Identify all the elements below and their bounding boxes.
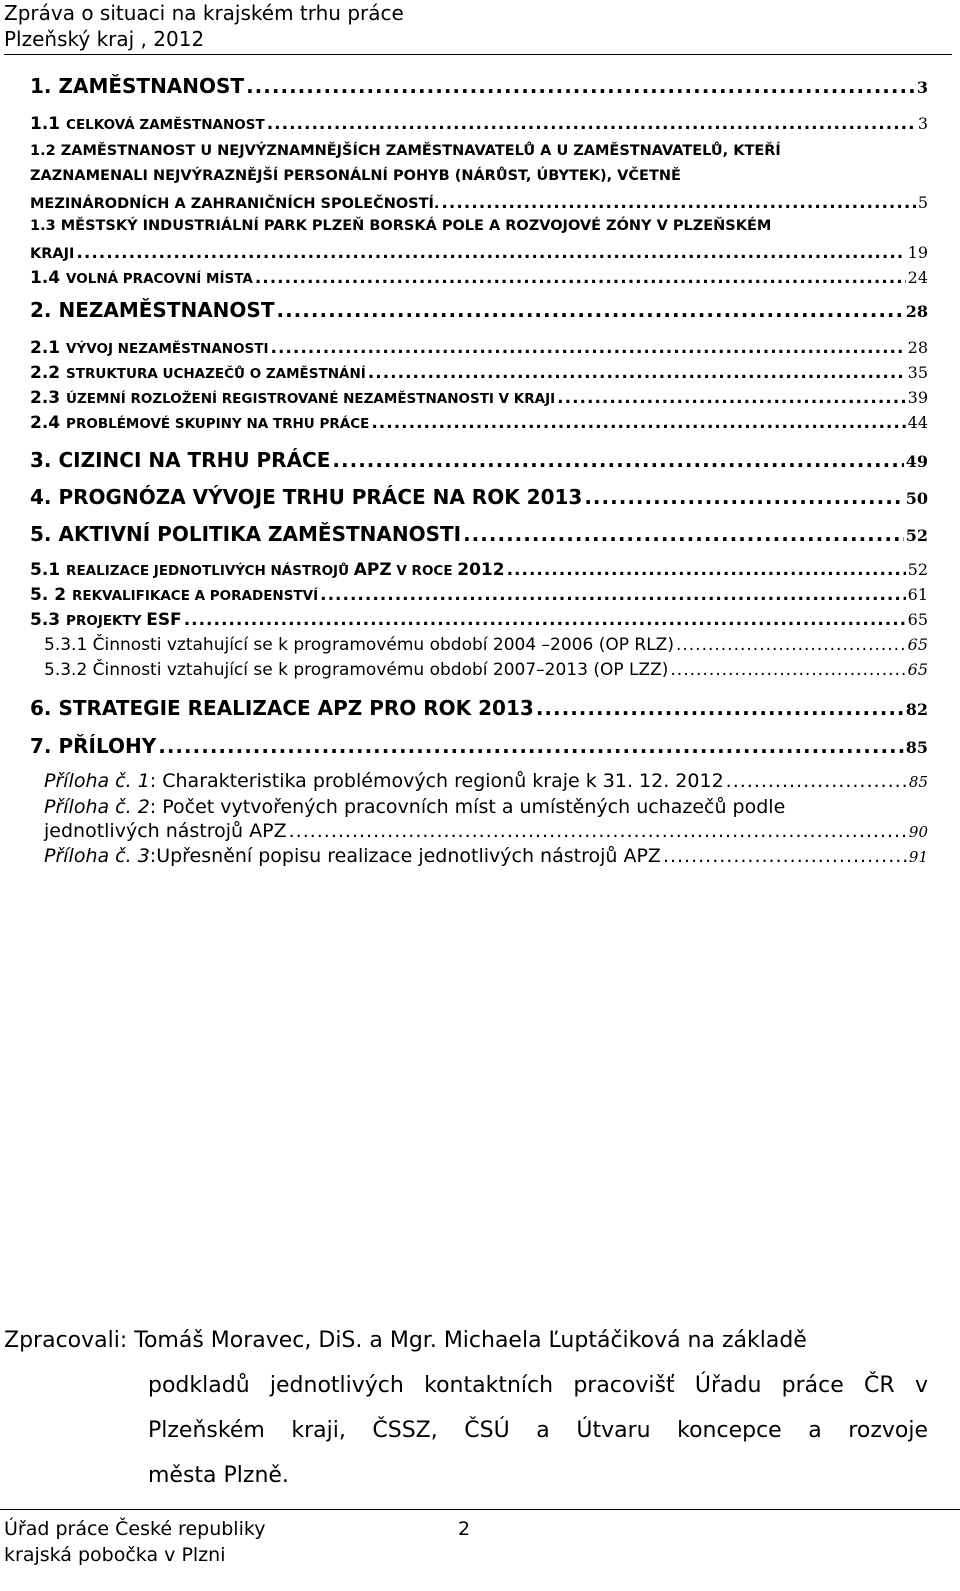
report-title: Zpráva o situaci na krajském trhu práce	[4, 1, 404, 25]
toc-leader	[584, 485, 903, 509]
toc-entry-title: CELKOVÁ ZAMĚSTNANOST	[66, 117, 265, 133]
toc-page-number: 44	[907, 413, 928, 432]
toc-entry-title: PROBLÉMOVÉ SKUPINY NA TRHU PRÁCE	[66, 416, 370, 432]
toc-leader	[463, 522, 904, 546]
toc-entry-realizace-apz[interactable]	[30, 560, 928, 580]
toc-entry-title-line: jednotlivých nástrojů APZ	[44, 820, 287, 842]
toc-entry-problemove-skupiny[interactable]	[30, 413, 928, 433]
toc-entry-aktivni-politika[interactable]	[30, 522, 928, 546]
toc-entry-title: 2. NEZAMĚSTNANOST	[30, 298, 275, 322]
toc-entry-title-line: : Počet vytvořených pracovních míst a umístěných uchazečů podle	[149, 796, 786, 818]
toc-entry-volna-mista[interactable]	[30, 268, 928, 288]
toc-leader	[246, 74, 915, 98]
toc-page-number: 91	[908, 848, 928, 866]
toc-leader	[676, 635, 906, 655]
toc-entry-acronym: ESF	[146, 610, 182, 630]
toc-entry-number: 5.1	[30, 560, 67, 580]
toc-leader	[267, 114, 916, 134]
toc-entry-projekty-esf[interactable]	[30, 610, 928, 630]
toc-page-number: 85	[905, 738, 928, 757]
toc-entry-uzemni-rozlozeni[interactable]	[30, 388, 928, 408]
toc-entry-number: 5.3	[30, 610, 67, 630]
toc-page-number: 35	[907, 363, 928, 382]
toc-page-number: 65	[907, 635, 928, 654]
credits-line: Zpracovali: Tomáš Moravec, DiS. a Mgr. Michaela Ľuptáčiková na základě	[4, 1328, 807, 1353]
toc-leader	[255, 268, 906, 288]
report-subtitle: Plzeňský kraj , 2012	[4, 27, 205, 51]
toc-entry-title-line: MEZINÁRODNÍCH A ZAHRANIČNÍCH SPOLEČNOSTÍ.	[30, 196, 440, 212]
credits-line: města Plzně.	[148, 1463, 289, 1488]
toc-entry-acronym: APZ	[353, 560, 392, 580]
toc-entry-zamestnanost[interactable]	[30, 74, 928, 98]
toc-entry-priloha-1[interactable]	[44, 770, 928, 792]
toc-page-number: 52	[905, 526, 928, 545]
toc-leader	[371, 413, 905, 433]
toc-page-number: 39	[907, 388, 928, 407]
toc-entry-struktura-uchazecu[interactable]	[30, 363, 928, 383]
toc-entry-title-cont: V ROCE	[391, 563, 458, 579]
toc-entry-op-rlz[interactable]	[44, 635, 928, 655]
toc-entry-priloha-3[interactable]	[44, 845, 928, 867]
toc-page-number: 52	[907, 560, 928, 579]
toc-page-number: 50	[905, 489, 928, 508]
toc-entry-celkova-zamestnanost[interactable]	[30, 114, 928, 134]
toc-entry-title: 5. AKTIVNÍ POLITIKA ZAMĚSTNANOSTI	[30, 522, 462, 546]
footer-organization: Úřad práce České republiky	[4, 1518, 266, 1540]
toc-entry-number: 2.1	[30, 338, 67, 358]
toc-leader	[276, 298, 903, 322]
toc-page-number: 82	[905, 700, 928, 719]
page-header	[4, 0, 952, 52]
header-divider	[4, 54, 952, 55]
toc-entry-title: ÚZEMNÍ ROZLOŽENÍ REGISTROVANÉ NEZAMĚSTNANOSTI V KRAJI	[66, 391, 556, 407]
toc-page-number: 3	[917, 114, 928, 133]
credits-line: podkladů jednotlivých kontaktních pracovišť Úřadu práce ČR v	[148, 1373, 928, 1398]
toc-entry-title-line: KRAJI	[30, 246, 75, 262]
toc-entry-number: 1.1	[30, 114, 67, 134]
toc-entry-title: VÝVOJ NEZAMĚSTNANOSTI	[66, 341, 269, 357]
toc-entry-prilohy[interactable]	[30, 734, 928, 758]
toc-entry-title: 6. STRATEGIE REALIZACE APZ PRO ROK 2013	[30, 696, 534, 720]
toc-entry-number: 2.2	[30, 363, 67, 383]
toc-leader	[726, 770, 907, 792]
toc-page-number: 24	[907, 268, 928, 287]
page-number: 2	[458, 1518, 471, 1540]
toc-entry-title-line: 1.3 MĚSTSKÝ INDUSTRIÁLNÍ PARK PLZEŇ BORSKÁ POLE A ROZVOJOVÉ ZÓNY V PLZEŇSKÉM	[30, 218, 772, 234]
toc-entry-title: 3. CIZINCI NA TRHU PRÁCE	[30, 448, 331, 472]
toc-leader	[158, 734, 904, 758]
toc-page-number: 19	[907, 243, 928, 262]
footer-branch: krajská pobočka v Plzni	[4, 1544, 226, 1566]
toc-page-number: 28	[907, 338, 928, 357]
toc-entry-title: 7. PŘÍLOHY	[30, 734, 157, 758]
toc-page-number: 5	[917, 193, 928, 212]
toc-entry-title: 5.3.2 Činnosti vztahující se k programovému období 2007–2013 (OP LZZ)	[44, 660, 669, 680]
toc-entry-year: 2012	[457, 560, 505, 580]
toc-entry-vyvoj-nezamestnanosti[interactable]	[30, 338, 928, 358]
toc-entry-strategie[interactable]	[30, 696, 928, 720]
toc-leader	[271, 338, 906, 358]
toc-page-number: 65	[907, 610, 928, 629]
toc-entry-number: 2.3	[30, 388, 67, 408]
toc-page-number: 28	[905, 302, 928, 321]
toc-entry-rekvalifikace[interactable]	[30, 585, 928, 605]
toc-entry-op-lzz[interactable]	[44, 660, 928, 680]
toc-entry-title: :Upřesnění popisu realizace jednotlivých nástrojů APZ	[149, 845, 661, 867]
toc-entry-title: PROJEKTY	[66, 613, 147, 629]
toc-leader	[76, 243, 905, 263]
toc-page-number: 90	[908, 823, 928, 841]
toc-page-number: 85	[908, 773, 928, 791]
toc-page-number: 3	[916, 78, 928, 97]
toc-page-number: 61	[907, 585, 928, 604]
toc-leader	[184, 610, 906, 630]
toc-leader	[289, 820, 907, 842]
toc-entry-title: VOLNÁ PRACOVNÍ MÍSTA	[66, 271, 253, 287]
appendix-label: Příloha č. 3	[44, 845, 150, 867]
toc-page-number: 49	[905, 452, 928, 471]
toc-entry-title: 1. ZAMĚSTNANOST	[30, 74, 245, 98]
toc-leader	[332, 448, 903, 472]
toc-entry-title: REKVALIFIKACE A PORADENSTVÍ	[71, 588, 319, 604]
toc-leader	[536, 696, 904, 720]
toc-entry-number: 1.4	[30, 268, 67, 288]
toc-entry-title-line: ZAZNAMENALI NEJVÝRAZNĚJŠÍ PERSONÁLNÍ POHYB (NÁRŮST, ÚBYTEK), VČETNĚ	[30, 168, 681, 184]
toc-entry-title: 4. PROGNÓZA VÝVOJE TRHU PRÁCE NA ROK 2013	[30, 485, 583, 509]
toc-entry-title: 5.3.1 Činnosti vztahující se k programovému období 2004 –2006 (OP RLZ)	[44, 635, 674, 655]
toc-entry-cizinci[interactable]	[30, 448, 928, 472]
toc-entry-title: STRUKTURA UCHAZEČŮ O ZAMĚSTNÁNÍ	[66, 366, 366, 382]
footer-divider	[0, 1509, 960, 1510]
toc-entry-title: REALIZACE JEDNOTLIVÝCH NÁSTROJŮ	[66, 563, 354, 579]
toc-entry-nezamestnanost[interactable]	[30, 298, 928, 322]
toc-entry-title: : Charakteristika problémových regionů kraje k 31. 12. 2012	[149, 770, 724, 792]
toc-page-number: 65	[907, 660, 928, 679]
toc-leader	[663, 845, 907, 867]
toc-leader	[320, 585, 906, 605]
toc-leader	[441, 193, 915, 213]
toc-leader	[670, 660, 905, 680]
toc-leader	[368, 363, 906, 383]
toc-entry-number: 5. 2	[30, 585, 72, 605]
credits-line: Plzeňském kraji, ČSSZ, ČSÚ a Útvaru koncepce a rozvoje	[148, 1418, 928, 1443]
toc-leader	[507, 560, 906, 580]
toc-entry-title-line: 1.2 ZAMĚSTNANOST U NEJVÝZNAMNĚJŠÍCH ZAMĚSTNAVATELŮ A U ZAMĚSTNAVATELŮ, KTEŘÍ	[30, 143, 781, 159]
toc-entry-prognoza[interactable]	[30, 485, 928, 509]
appendix-label: Příloha č. 2	[44, 796, 150, 818]
appendix-label: Příloha č. 1	[44, 770, 150, 792]
toc-entry-number: 2.4	[30, 413, 67, 433]
toc-leader	[557, 388, 905, 408]
